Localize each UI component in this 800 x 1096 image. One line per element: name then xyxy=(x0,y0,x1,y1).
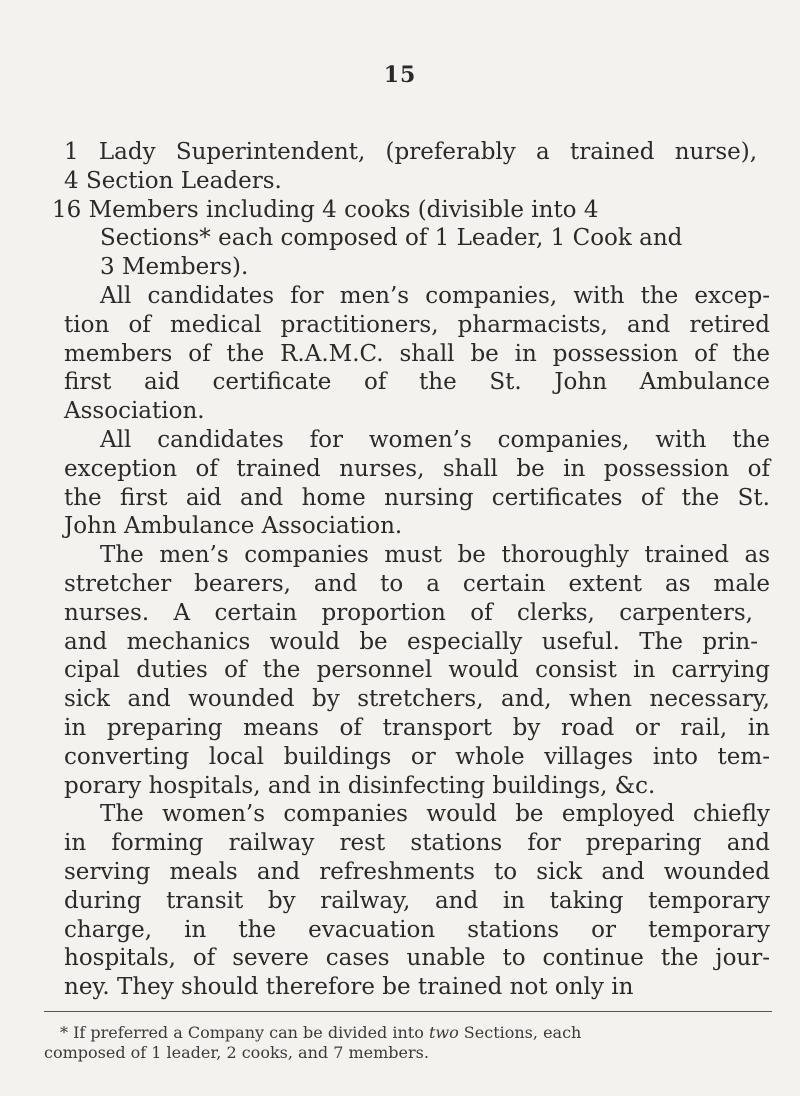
text-line: 4 Section Leaders. xyxy=(64,167,282,194)
footnote-divider xyxy=(44,1011,772,1012)
text-line: ney. They should therefore be trained not only in xyxy=(64,974,634,1001)
text-line: nurses. A certain proportion of clerks, carpenters, xyxy=(64,599,753,626)
text-line: in preparing means of transport by road or rail, in xyxy=(64,715,770,741)
footnote-line-2: composed of 1 leader, 2 cooks, and 7 members. xyxy=(44,1043,429,1062)
text-line: cipal duties of the personnel would consist in carrying xyxy=(64,657,770,684)
text-line: Sections* each composed of 1 Leader, 1 Cook and xyxy=(100,225,683,252)
text-line: 16 Members including 4 cooks (divisible into 4 xyxy=(52,196,599,223)
text-line: Association. xyxy=(64,398,205,425)
text-line: members of the R.A.M.C. shall be in possession of the xyxy=(64,340,770,367)
footnote-line-1-end: Sections, each xyxy=(458,1023,582,1042)
text-line: charge, in the evacuation stations or temporary xyxy=(64,916,770,943)
text-line: the first aid and home nursing certificates of the St. xyxy=(64,484,770,511)
text-line: stretcher bearers, and to a certain extent as male xyxy=(64,571,770,597)
text-line: hospitals, of severe cases unable to continue the jour- xyxy=(64,945,770,972)
footnote-emphasis: two xyxy=(428,1023,459,1042)
footnote-line-1-start: * If preferred a Company can be divided into xyxy=(60,1023,429,1042)
text-line: All candidates for men’s companies, with the excep- xyxy=(100,283,770,309)
text-line: during transit by railway, and in taking temporary xyxy=(64,887,770,914)
text-line: sick and wounded by stretchers, and, when necessary, xyxy=(64,686,770,713)
page-number: 15 xyxy=(383,62,417,88)
text-line: 1 Lady Superintendent, (preferably a trained nurse), xyxy=(64,139,758,165)
text-line: in forming railway rest stations for preparing and xyxy=(64,830,770,857)
text-line: exception of trained nurses, shall be in possession of xyxy=(64,455,770,482)
text-line: The men’s companies must be thoroughly trained as xyxy=(100,542,770,569)
footnote-line-1 xyxy=(60,1023,581,1043)
text-line: 3 Members). xyxy=(100,254,249,281)
text-line: first aid certificate of the St. John Ambulance xyxy=(64,369,770,396)
text-line: The women’s companies would be employed chiefly xyxy=(100,801,770,828)
text-line: serving meals and refreshments to sick and wounded xyxy=(64,859,770,885)
text-line: and mechanics would be especially useful. The prin- xyxy=(64,628,758,655)
text-line: porary hospitals, and in disinfecting buildings, &c. xyxy=(64,772,656,799)
text-line: John Ambulance Association. xyxy=(64,513,403,540)
text-line: tion of medical practitioners, pharmacists, and retired xyxy=(64,311,770,338)
text-line: converting local buildings or whole villages into tem- xyxy=(64,743,770,770)
text-line: All candidates for women’s companies, with the xyxy=(100,427,770,453)
